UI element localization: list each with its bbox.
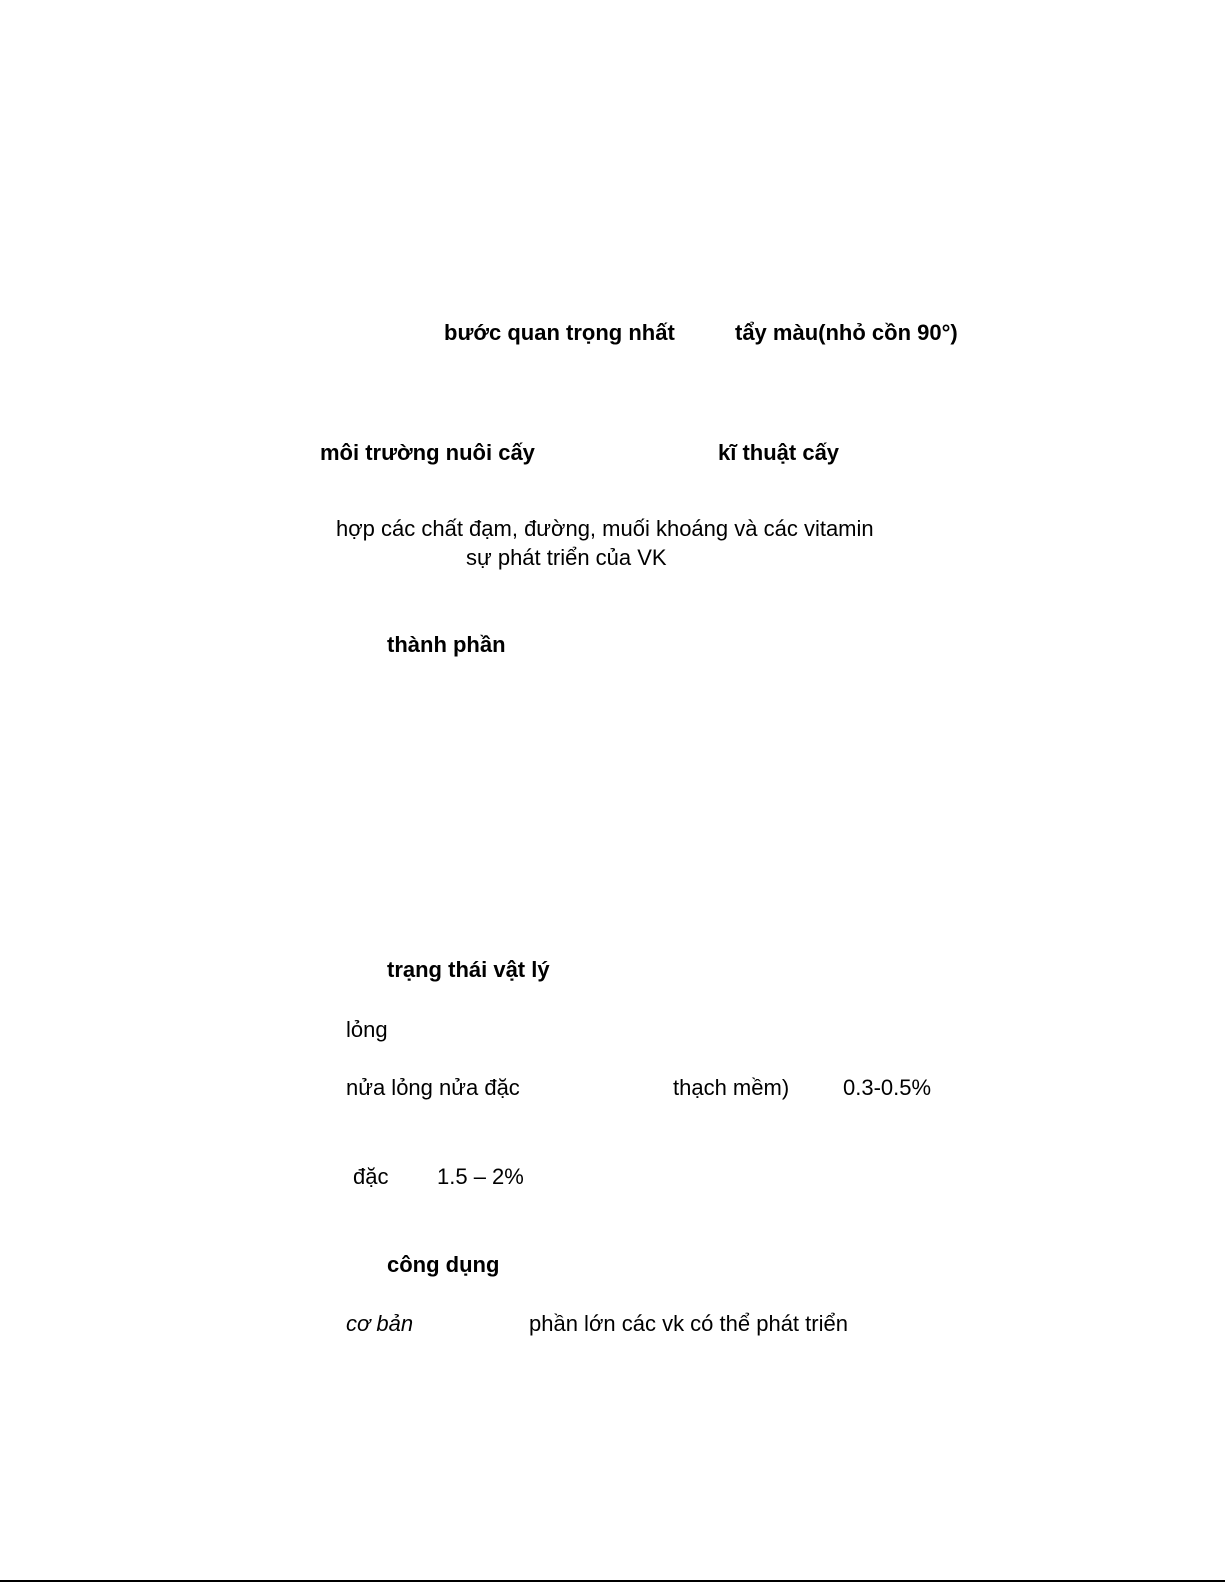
physical-state-heading: trạng thái vật lý: [387, 957, 550, 982]
state-semi-solid-note: thạch mềm): [673, 1075, 790, 1100]
key-step-label: bước quan trọng nhất: [444, 320, 675, 345]
medium-definition-line1: hợp các chất đạm, đường, muối khoáng và các vitamin: [336, 516, 874, 541]
usage-basic-description: phần lớn các vk có thể phát triển: [529, 1311, 848, 1336]
culture-technique-heading: kĩ thuật cấy: [718, 440, 840, 465]
key-step-value: tẩy màu(nhỏ cồn 90°): [735, 320, 958, 345]
state-solid-percent: 1.5 – 2%: [437, 1164, 524, 1189]
usage-heading: công dụng: [387, 1252, 500, 1277]
culture-medium-heading: môi trường nuôi cấy: [320, 440, 535, 465]
usage-basic-label: cơ bản: [346, 1311, 414, 1336]
state-semi-solid: nửa lỏng nửa đặc: [346, 1075, 520, 1100]
medium-definition-line2: sự phát triển của VK: [466, 545, 667, 570]
composition-heading: thành phần: [387, 632, 506, 657]
state-liquid: lỏng: [346, 1017, 388, 1042]
state-solid: đặc: [353, 1164, 389, 1189]
page-bottom-rule: [0, 1580, 1225, 1582]
state-semi-solid-percent: 0.3-0.5%: [843, 1075, 932, 1100]
